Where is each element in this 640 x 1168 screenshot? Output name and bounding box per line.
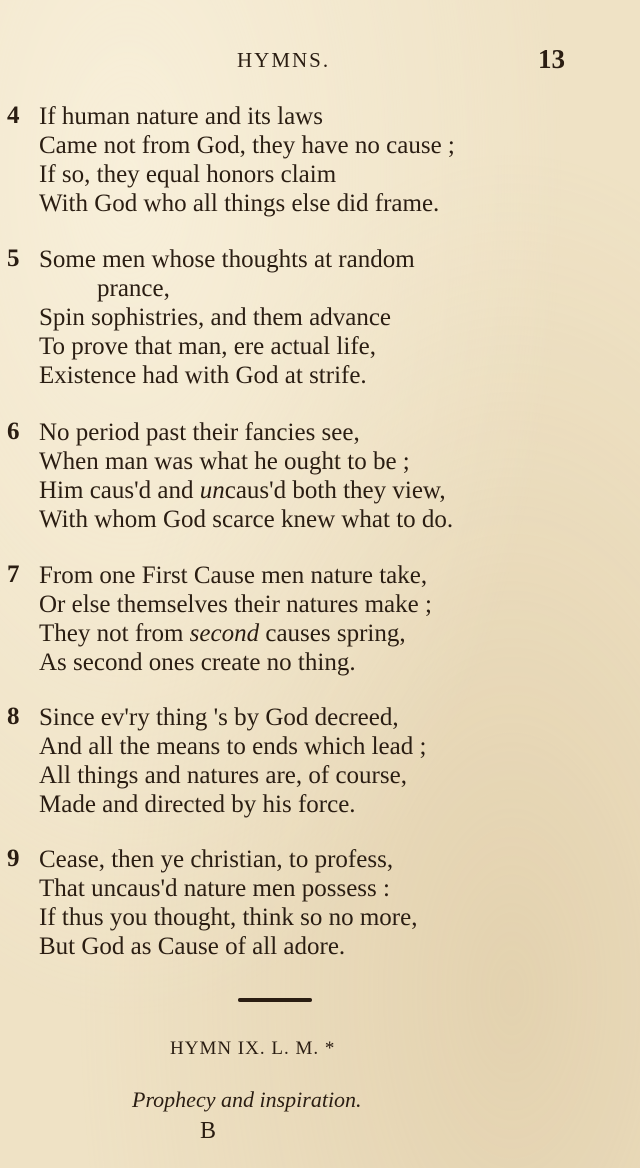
verse-line: And all the means to ends which lead ; [39, 733, 427, 760]
hymn-heading: HYMN IX. L. M. * [170, 1038, 336, 1059]
verse-text: Him caus'd and [39, 477, 200, 504]
verse-line [39, 476, 640, 505]
verse-line: That uncaus'd nature men possess : [39, 875, 390, 902]
verse-line [39, 619, 640, 648]
verse-text: caus'd both they view, [224, 477, 446, 504]
stanza-number: 7 [7, 561, 20, 588]
verse-line: Spin sophistries, and them advance [39, 304, 392, 331]
emphasis-text: un [199, 477, 225, 504]
stanza-number: 4 [7, 102, 20, 129]
section-divider [238, 998, 312, 1002]
verse-line: No period past their fancies see, [39, 419, 360, 446]
page-number: 13 [538, 44, 565, 74]
verse-line: If so, they equal honors claim [39, 161, 337, 188]
stanza-8 [0, 703, 640, 819]
verse-text: They not from [39, 620, 190, 647]
verse-line: Made and directed by his force. [39, 791, 356, 818]
stanza-7 [0, 561, 640, 677]
running-title: HYMNS. [237, 48, 331, 72]
signature-mark: B [200, 1118, 217, 1144]
hymn-subtitle: Prophecy and inspiration. [132, 1087, 362, 1112]
verse-line: Some men whose thoughts at random [39, 246, 415, 273]
verse-line: Existence had with God at strife. [39, 362, 367, 389]
verse-line: But God as Cause of all adore. [39, 933, 346, 960]
verse-line: From one First Cause men nature take, [39, 562, 428, 589]
stanza-number: 5 [7, 245, 20, 272]
verse-line: If human nature and its laws [39, 103, 323, 130]
verse-line: As second ones create no thing. [39, 649, 356, 676]
verse-line: To prove that man, ere actual life, [39, 333, 376, 360]
stanza-5 [0, 245, 640, 390]
verse-line: When man was what he ought to be ; [39, 448, 410, 475]
stanza-9 [0, 845, 640, 961]
verse-line: With whom God scarce knew what to do. [39, 506, 454, 533]
stanza-6 [0, 418, 640, 534]
emphasis-text: second [189, 620, 260, 647]
verse-line: Came not from God, they have no cause ; [39, 132, 455, 159]
verse-line: Cease, then ye christian, to profess, [39, 846, 394, 873]
stanza-number: 9 [7, 845, 20, 872]
verse-line: Since ev'ry thing 's by God decreed, [39, 704, 399, 731]
verse-line: With God who all things else did frame. [39, 190, 440, 217]
stanza-4 [0, 102, 640, 218]
verse-line: Or else themselves their natures make ; [39, 591, 432, 618]
stanza-number: 6 [7, 418, 20, 445]
stanza-number: 8 [7, 703, 20, 730]
verse-text: causes spring, [259, 620, 406, 647]
verse-line: All things and natures are, of course, [39, 762, 407, 789]
running-head [0, 46, 640, 80]
verse-line: If thus you thought, think so no more, [39, 904, 418, 931]
verse-line-continuation: prance, [97, 275, 170, 302]
